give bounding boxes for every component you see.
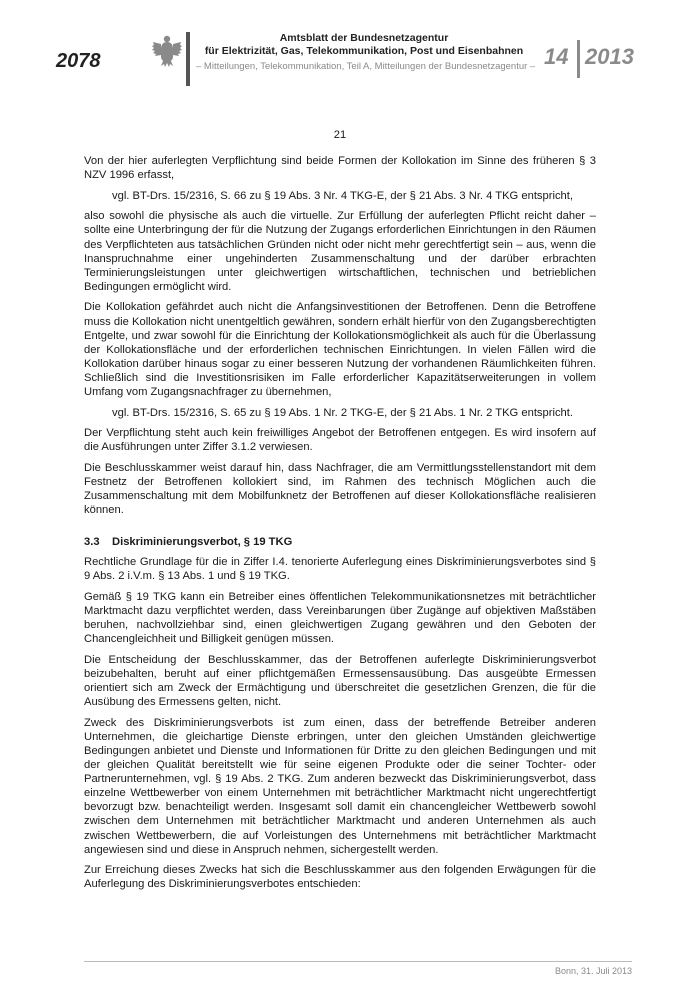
paragraph: Die Beschlusskammer weist darauf hin, dass Nachfrager, die am Vermittlungsstellenstandort mit dem Festnetz der Betroffenen kollokiert sind, im Rahmen des technisch Möglichen auch die Zusammenschaltung mit dem Mobilfunknetz der Betroffenen auf dieser Kollokationsfläche realisieren können. [84, 461, 596, 517]
publication-title-line2: für Elektrizität, Gas, Telekommunikation, Post und Eisenbahnen [204, 45, 524, 57]
footer-place-date: Bonn, 31. Juli 2013 [554, 966, 632, 976]
paragraph: Der Verpflichtung steht auch kein freiwilliges Angebot der Betroffenen entgegen. Es wird insofern auf die Ausführungen unter Ziffer 3.1.2 verwiesen. [84, 427, 596, 454]
paragraph: also sowohl die physische als auch die virtuelle. Zur Erfüllung der auferlegten Pflicht reicht daher – sollte eine Unterbringung der für die Nutzung der Zugangs erforderlichen Einrichtungen in den Räumen des Verpflichteten aus tatsächlichen Gründen nicht oder nicht mehr gerechtfertigt sein – aus, wenn die Inanspruchnahme einer ungehinderten Zusammenschaltung und der darüber erbrachten Terminierungsleistungen unter gleichwertigen wirtschaftlichen, technischen und betrieblichen Bedingungen ermöglicht wird. [84, 210, 596, 293]
page-number: 2078 [56, 50, 101, 72]
issue-year: 2013 [585, 44, 634, 69]
issue-number: 14 [544, 44, 569, 69]
section-heading [84, 535, 596, 549]
paragraph: Von der hier auferlegten Verpflichtung sind beide Formen der Kollokation im Sinne des früheren § 3 NZV 1996 erfasst, [84, 155, 596, 182]
paragraph: Gemäß § 19 TKG kann ein Betreiber eines öffentlichen Telekommunikationsnetzes mit beträchtlicher Marktmacht dazu verpflichtet werden, dass Vereinbarungen über Zugänge auf objektiven Maßstäben beruhen, nachvollziehbar sind, einen gleichwertigen Zugang gewähren und den Geboten der Chancengleichheit und Billigkeit genügen müssen. [84, 591, 596, 646]
issue-divider [577, 40, 580, 78]
citation: vgl. BT-Drs. 15/2316, S. 66 zu § 19 Abs. 3 Nr. 4 TKG-E, der § 21 Abs. 3 Nr. 4 TKG entspricht, [112, 189, 573, 202]
paragraph: Die Kollokation gefährdet auch nicht die Anfangsinvestitionen der Betroffenen. Denn die Betroffene muss die Kollokation nicht unentgeltlich gewähren, sondern erhält hierfür von den Zugangsberechtigten Entgelte, und zwar sowohl für die Einrichtung der Kollokationsmöglichkeit als auch für die Überlassung der Kollokationsfläche und der erforderlichen technischen Einrichtungen. In vielen Fällen wird die Kollokation darüber hinaus sogar zu einer besseren Nutzung der vorhandenen Räumlichkeiten führen. Schließlich sind die Investitionsrisiken im Falle erforderlicher Kapazitätserweiterungen in vollem Umfang vom Zugangsnachfrager zu übernehmen, [84, 301, 596, 398]
section-number: 3.3 [84, 536, 100, 549]
footer-divider [84, 961, 632, 962]
paragraph: Rechtliche Grundlage für die in Ziffer I.4. tenorierte Auferlegung eines Diskriminierungsverbotes sind § 9 Abs. 2 i.V.m. § 13 Abs. 1 und § 19 TKG. [84, 556, 596, 583]
section-page-number: 21 [333, 129, 347, 141]
federal-eagle-icon [152, 33, 182, 67]
section-title: Diskriminierungsverbot, § 19 TKG [112, 536, 293, 549]
document-body [84, 128, 596, 898]
header-divider [186, 32, 190, 86]
paragraph: Zweck des Diskriminierungsverbots ist zum einen, dass der betreffende Betreiber anderen Unternehmen, die gleichartige Dienste erbringen, unter den gleichen Umständen gleichwertige Bedingungen anbietet und Dienste und Informationen für Dritte zu den gleichen Bedingungen und mit der gleichen Qualität bereitstellt wie für seine eigenen Produkte oder die seiner Tochter- oder Partnerunternehmen, vgl. § 19 Abs. 2 TKG. Zum anderen bezweckt das Diskriminierungsverbot, dass einzelne Wettbewerber von einem Unternehmen mit beträchtlicher Marktmacht nicht ungerechtfertigt bevorzugt bzw. benachteiligt werden. Insgesamt soll damit ein chancengleicher Wettbewerb sowohl zwischen dem Unternehmen mit beträchtlicher Marktmacht und anderen Unternehmen als auch zwischen Wettbewerbern, die auf Vorleistungen des Unternehmens mit beträchtlicher Marktmacht angewiesen sind und diese in Anspruch nehmen, sichergestellt werden. [84, 716, 596, 856]
paragraph: Die Entscheidung der Beschlusskammer, das der Betroffenen auferlegte Diskriminierungsverbot beizubehalten, beruht auf einer pflichtgemäßen Ermessensausübung. Das ausgeübte Ermessen orientiert sich am Zweck der Ermächtigung und überschreitet die gesetzlichen Grenzen, die für die Ausübung des Ermessens gelten, nicht. [84, 653, 596, 709]
citation: vgl. BT-Drs. 15/2316, S. 65 zu § 19 Abs. 1 Nr. 2 TKG-E, der § 21 Abs. 1 Nr. 2 TKG entspricht. [112, 406, 573, 419]
paragraph: Zur Erreichung dieses Zwecks hat sich die Beschlusskammer aus den folgenden Erwägungen für die Auferlegung des Diskriminierungsverbotes entschieden: [84, 864, 596, 891]
page-header [0, 0, 700, 100]
publication-title [200, 32, 528, 58]
publication-subtitle: – Mitteilungen, Telekommunikation, Teil A, Mitteilungen der Bundesnetzagentur – [196, 61, 536, 72]
publication-title-line1: Amtsblatt der Bundesnetzagentur [279, 32, 449, 44]
